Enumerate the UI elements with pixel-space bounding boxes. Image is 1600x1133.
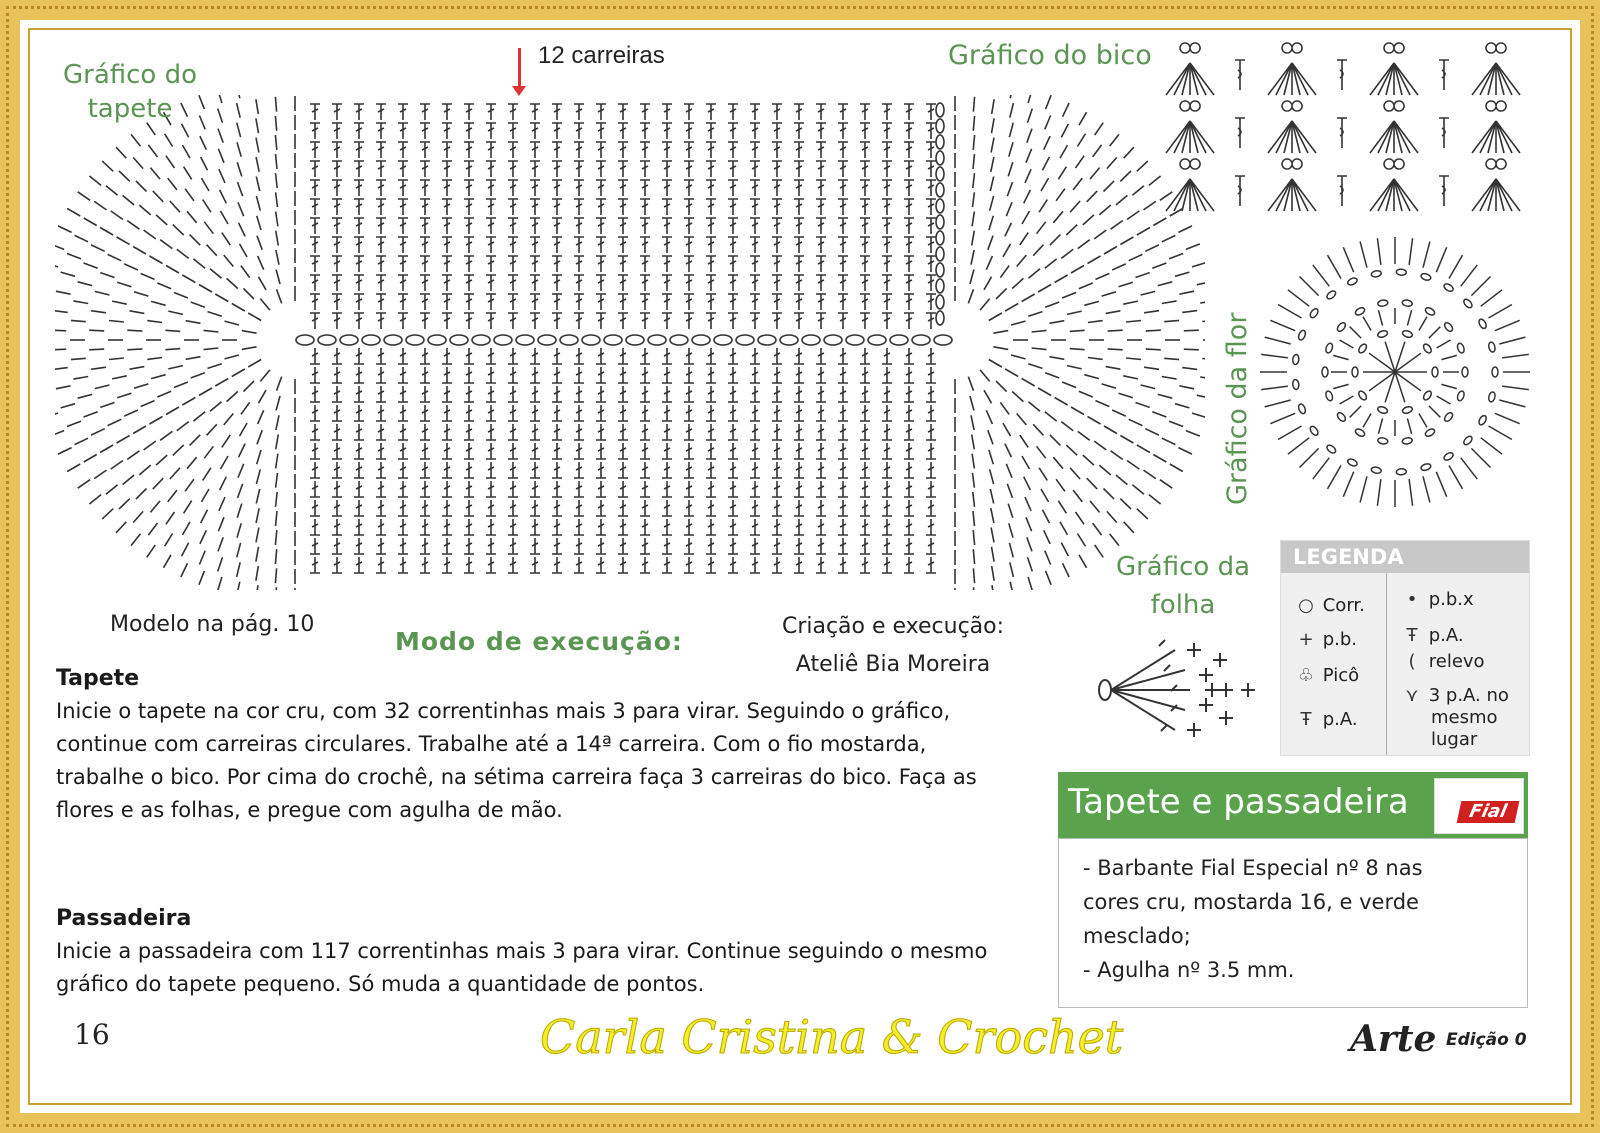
legend-item: mesmo <box>1431 707 1498 728</box>
legend-item: lugar <box>1431 729 1478 750</box>
double-crochet-icon: Ŧ <box>1300 709 1312 730</box>
chain-icon: ○ <box>1298 595 1314 616</box>
materials-line: - Agulha nº 3.5 mm. <box>1083 958 1295 982</box>
page-number: 16 <box>74 1018 110 1051</box>
credits-label: Criação e execução: <box>781 614 1005 639</box>
flower-chart <box>1255 230 1535 515</box>
rug-line: flores e as folhas, e pregue com agulha de mão. <box>56 798 563 822</box>
rug-instructions <box>56 662 1046 827</box>
rug-chart-title-line2: tapete <box>87 94 173 124</box>
leaf-chart <box>1095 630 1265 750</box>
model-page-ref: Modelo na pág. 10 <box>110 612 315 637</box>
legend-item <box>1401 625 1464 646</box>
legend-divider <box>1386 573 1387 755</box>
rug-chart-title-line1: Gráfico do <box>62 60 198 90</box>
slip-stitch-icon: • <box>1406 589 1418 610</box>
rug-chart-title <box>55 58 205 126</box>
materials-line: - Barbante Fial Especial nº 8 nas <box>1083 856 1423 880</box>
legend-item <box>1295 629 1357 650</box>
edition-label: Edição 0 <box>1446 1030 1527 1050</box>
fial-logo-text: Fial <box>1457 801 1520 823</box>
credits-name: Ateliê Bia Moreira <box>795 652 991 677</box>
legend-item <box>1401 589 1474 610</box>
legend-label: p.b.x <box>1428 589 1474 610</box>
legend-label: Corr. <box>1322 595 1365 616</box>
edge-chart-title: Gráfico do bico <box>948 40 1152 71</box>
single-crochet-icon: + <box>1298 629 1314 650</box>
legend-label: p.b. <box>1322 629 1358 650</box>
legend-label: 3 p.A. no <box>1428 685 1509 706</box>
rug-heading: Tapete <box>56 666 140 691</box>
leaf-chart-title-line1: Gráfico da <box>1115 552 1251 582</box>
legend-label: p.A. <box>1322 709 1358 730</box>
leaf-chart-title-line2: folha <box>1150 590 1216 620</box>
materials-line: mesclado; <box>1083 924 1191 948</box>
cluster-icon: ⋎ <box>1405 685 1419 706</box>
rows-label: 12 carreiras <box>538 42 665 69</box>
legend-item <box>1295 709 1358 730</box>
legend-label: Picô <box>1322 665 1360 686</box>
runner-line: Inicie a passadeira com 117 correntinhas mais 3 para virar. Continue seguindo o mesmo <box>56 939 988 963</box>
runner-instructions <box>56 902 1046 1001</box>
flower-chart-title: Gráfico da flor <box>1222 312 1253 505</box>
rug-line: trabalhe o bico. Por cima do crochê, na sétima carreira faça 3 carreiras do bico. Faça as <box>56 765 977 789</box>
legend-item <box>1401 651 1485 672</box>
materials-line: cores cru, mostarda 16, e verde <box>1083 890 1419 914</box>
relief-dc-icon: Ŧ <box>1406 625 1418 646</box>
legend-label: p.A. <box>1428 625 1464 646</box>
rug-line: Inicie o tapete na cor cru, com 32 correntinhas mais 3 para virar. Seguindo o gráfico, <box>56 699 951 723</box>
relief-hook-icon: ( <box>1408 651 1416 672</box>
materials-title-bar <box>1058 772 1528 838</box>
watermark-signature: Carla Cristina & Crochet <box>540 1010 1124 1064</box>
rug-line: continue com carreiras circulares. Trabalhe até a 14ª carreira. Com o fio mostarda, <box>56 732 927 756</box>
legend-title: LEGENDA <box>1281 541 1529 573</box>
legend-item <box>1401 685 1509 706</box>
rows-arrow <box>518 48 521 88</box>
materials-title: Tapete e passadeira <box>1068 782 1409 822</box>
materials-box <box>1058 838 1528 1008</box>
fial-logo <box>1434 778 1524 834</box>
legend-item <box>1295 665 1359 686</box>
rug-chart <box>55 95 1205 590</box>
legend-item <box>1295 595 1365 616</box>
instructions-heading: Modo de execução: <box>395 627 683 656</box>
legend-box <box>1280 540 1530 756</box>
leaf-chart-title <box>1108 548 1258 624</box>
edge-chart <box>1150 40 1535 230</box>
legend-label: relevo <box>1428 651 1485 672</box>
runner-line: gráfico do tapete pequeno. Só muda a quantidade de pontos. <box>56 972 705 996</box>
picot-icon: ♧ <box>1297 665 1315 686</box>
runner-heading: Passadeira <box>56 906 192 931</box>
magazine-logo: Arte <box>1350 1018 1437 1060</box>
